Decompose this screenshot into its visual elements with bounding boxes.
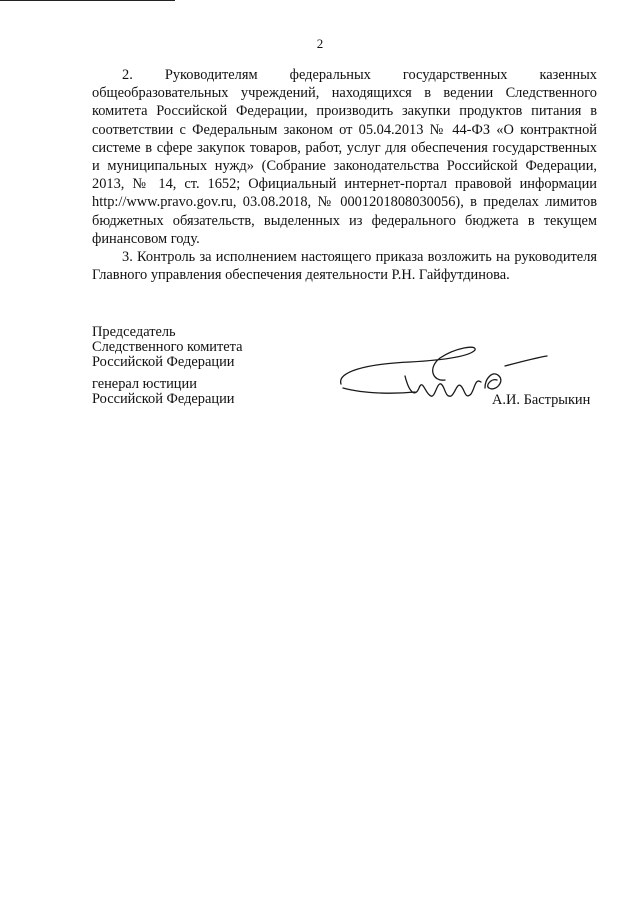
signatory-title-line: Следственного комитета: [92, 339, 243, 355]
top-left-rule: [0, 0, 175, 1]
signatory-title-line: Российской Федерации: [92, 354, 235, 370]
paragraph-3: 3. Контроль за исполнением настоящего приказа возложить на руководителя Главного управления обеспечения деятельности Р.Н. Гайфутдинова.: [92, 249, 597, 284]
document-body: [92, 66, 597, 284]
signatory-name: А.И. Бастрыкин: [492, 392, 591, 408]
page-number: 2: [316, 36, 324, 51]
signatory-rank-line: Российской Федерации: [92, 391, 235, 407]
signatory-title-line: Председатель: [92, 324, 176, 340]
signatory-rank-line: генерал юстиции: [92, 376, 197, 392]
signatory-rank: [92, 377, 234, 407]
signatory-title: [92, 325, 243, 370]
paragraph-2: 2. Руководителям федеральных государственных казенных общеобразовательных учреждений, находящихся в ведении Следственного комитета Российской Федерации, производить закупки продуктов питания в соответствии с Федеральным законом от 05.04.2013 № 44-ФЗ «О контрактной системе в сфере закупок товаров, работ, услуг для обеспечения государственных и муниципальных нужд» (Собрание законодательства Российской Федерации, 2013, № 14, ст. 1652; Официальный интернет-портал правовой информации http://www.pravo.gov.ru, 03.08.2018, № 0001201808030056), в пределах лимитов бюджетных обязательств, выделенных из федерального бюджета в текущем финансовом году.: [92, 67, 597, 247]
